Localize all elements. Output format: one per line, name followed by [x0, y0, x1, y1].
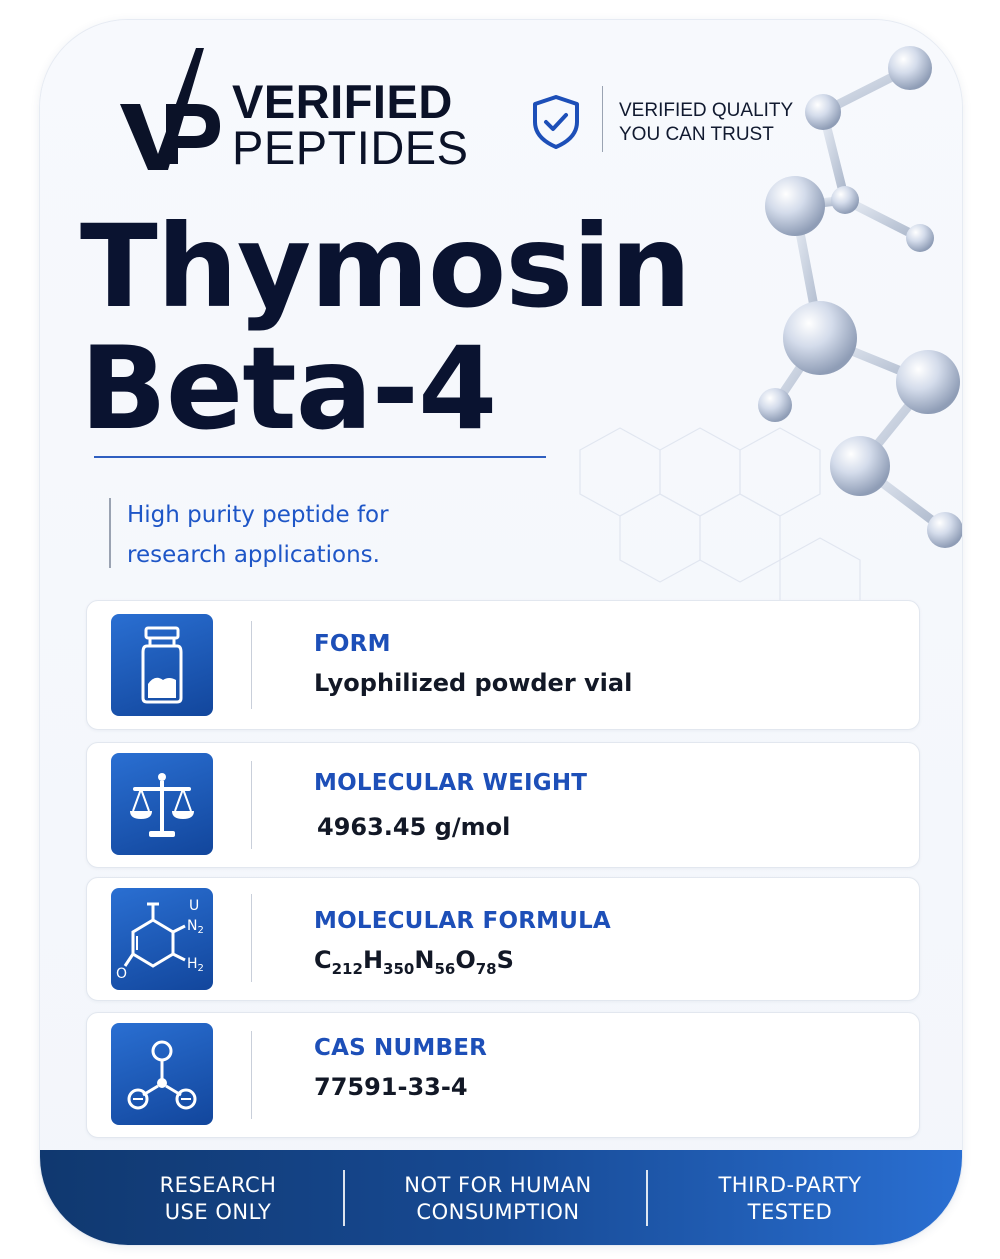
molecule-node-icon: [111, 1023, 213, 1125]
footer-line: NOT FOR HUMAN: [404, 1173, 592, 1197]
spec-icon-box: [111, 753, 213, 855]
formula-element: N: [414, 946, 435, 974]
product-title: [80, 200, 691, 455]
chemical-structure-icon: [111, 888, 213, 990]
title-underline: [94, 456, 546, 458]
formula-count: 56: [434, 960, 456, 978]
row-divider: [251, 761, 252, 849]
product-card: [40, 20, 962, 1245]
spec-row-form: [86, 600, 920, 730]
footer-bar: [40, 1150, 962, 1245]
spec-row-molecular-formula: [86, 877, 920, 1001]
footer-not-for-human-consumption: [368, 1172, 628, 1226]
spec-label-cas-number: CAS NUMBER: [314, 1035, 488, 1061]
trust-text: [619, 99, 793, 147]
tagline-line1: High purity peptide for: [127, 502, 389, 528]
footer-line: CONSUMPTION: [416, 1200, 580, 1224]
spec-value-molecular-weight: 4963.45 g/mol: [317, 813, 511, 841]
spec-row-molecular-weight: [86, 742, 920, 868]
footer-line: TESTED: [747, 1200, 833, 1224]
footer-line: THIRD-PARTY: [718, 1173, 862, 1197]
trust-divider: [602, 86, 603, 152]
footer-divider: [343, 1170, 345, 1226]
trust-line2: YOU CAN TRUST: [619, 124, 774, 145]
footer-third-party-tested: [660, 1172, 920, 1226]
spec-label-molecular-weight: MOLECULAR WEIGHT: [314, 770, 588, 796]
footer-research-use-only: [88, 1172, 348, 1226]
tagline-line2: research applications.: [127, 542, 380, 568]
brand-name-line1: VERIFIED: [232, 75, 453, 128]
formula-element: H: [362, 946, 384, 974]
trust-line1: VERIFIED QUALITY: [619, 100, 794, 121]
svg-text:U: U: [189, 898, 200, 914]
spec-label-form: FORM: [314, 631, 391, 657]
product-title-line1: Thymosin: [80, 200, 691, 333]
footer-line: RESEARCH: [159, 1173, 277, 1197]
formula-element: S: [496, 946, 514, 974]
svg-text:O: O: [116, 966, 128, 982]
spec-icon-box: [111, 888, 213, 990]
formula-count: 212: [331, 960, 363, 978]
footer-divider: [646, 1170, 648, 1226]
formula-count: 350: [383, 960, 415, 978]
spec-row-cas-number: [86, 1012, 920, 1138]
formula-element: C: [314, 946, 332, 974]
brand-name-line2: PEPTIDES: [232, 121, 469, 174]
shield-check-icon: [530, 94, 582, 150]
spec-value-form: Lyophilized powder vial: [314, 669, 633, 697]
vp-logo-icon: [118, 42, 228, 172]
svg-text:N2: $N_2$: [187, 918, 204, 936]
scale-icon: [111, 753, 213, 855]
spec-icon-box: [111, 614, 213, 716]
spec-value-molecular-formula: [314, 946, 514, 978]
vial-icon: [111, 614, 213, 716]
tagline: [127, 495, 447, 575]
trust-badge: [530, 86, 820, 156]
row-divider: [251, 1031, 252, 1119]
row-divider: [251, 621, 252, 709]
tagline-bar: [109, 498, 111, 568]
formula-element: O: [455, 946, 476, 974]
spec-label-molecular-formula: MOLECULAR FORMULA: [314, 908, 611, 934]
svg-text:H2: $H_2$: [187, 956, 204, 974]
formula-count: 78: [475, 960, 497, 978]
spec-value-cas-number: 77591-33-4: [314, 1073, 468, 1101]
brand-logo: [118, 42, 488, 172]
row-divider: [251, 894, 252, 982]
product-title-line2: Beta-4: [80, 322, 497, 455]
footer-line: USE ONLY: [164, 1200, 272, 1224]
spec-icon-box: [111, 1023, 213, 1125]
